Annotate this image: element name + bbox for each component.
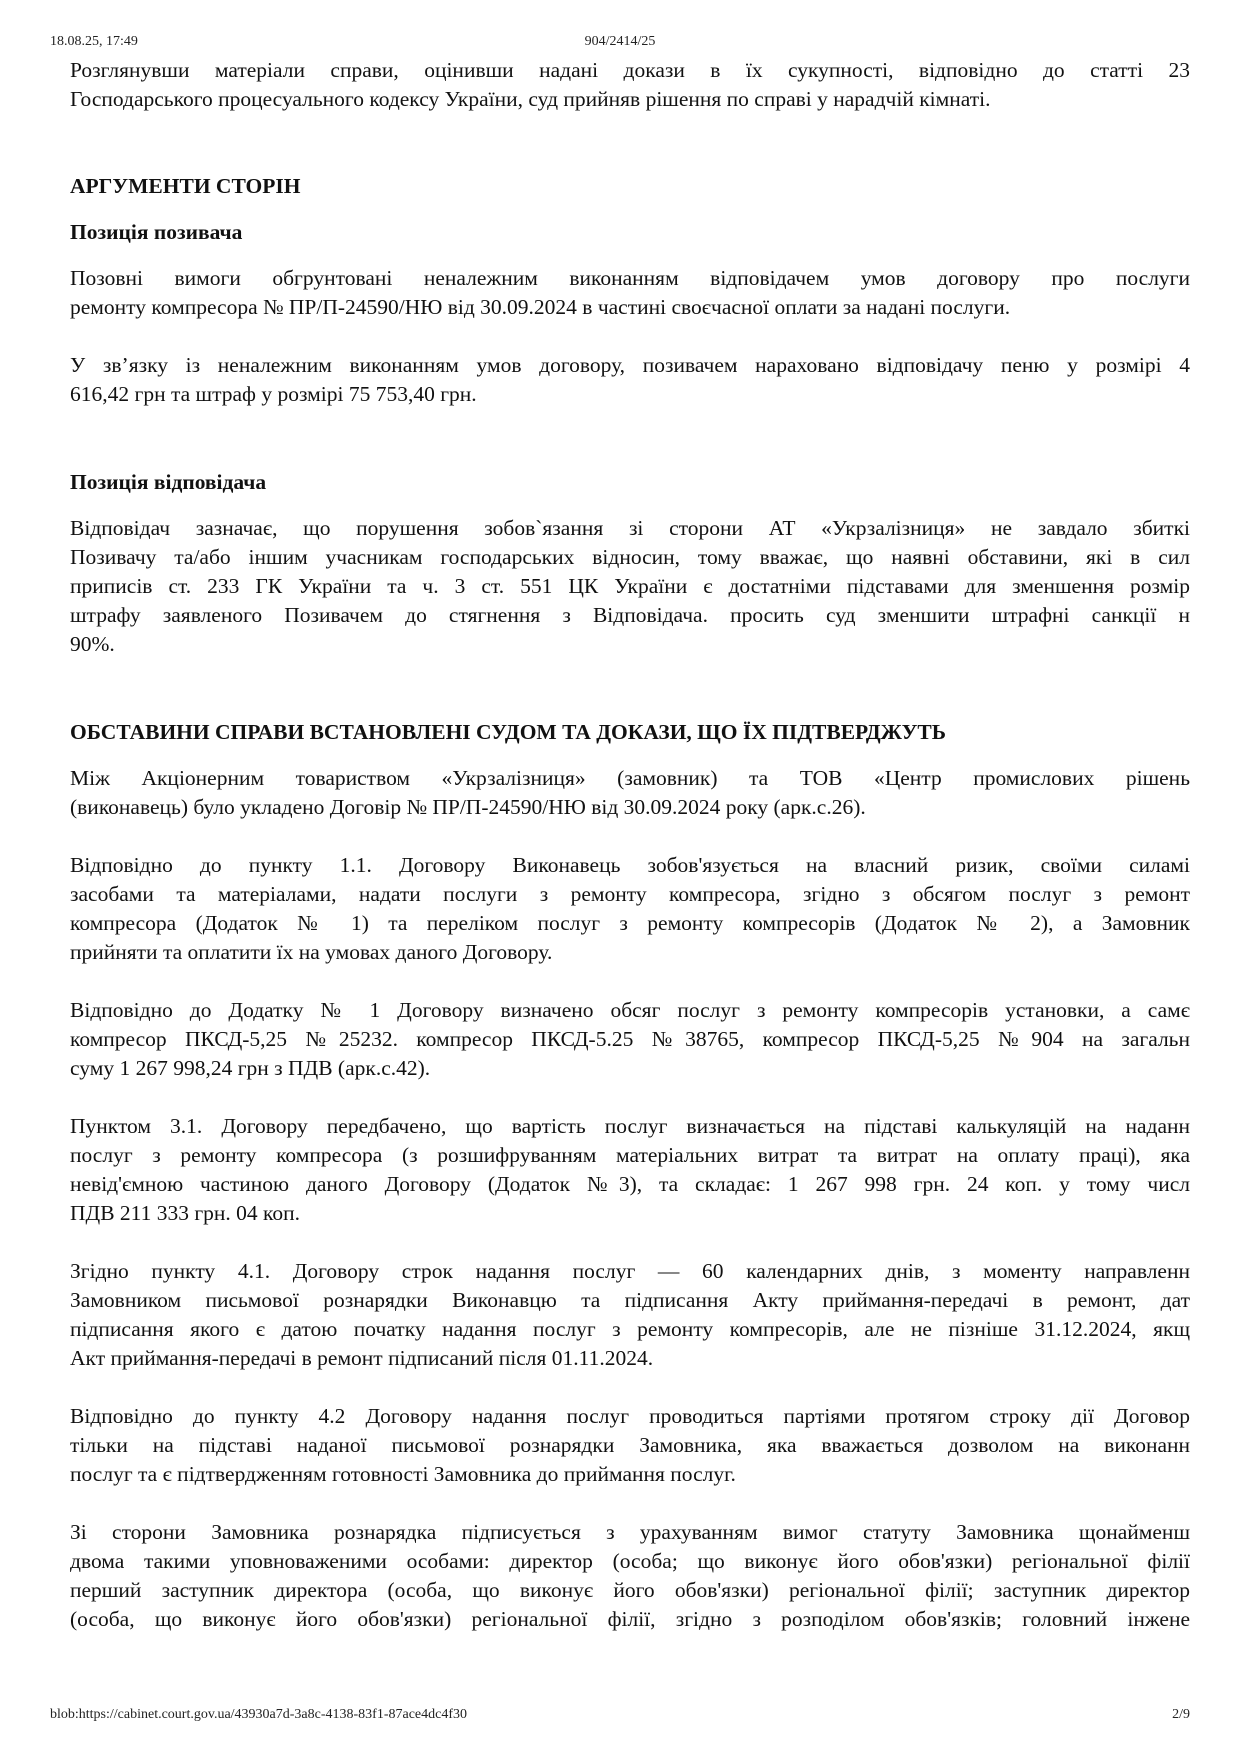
- text-line: 616,42 грн та штраф у розмірі 75 753,40 грн.: [70, 382, 477, 406]
- circumstances-paragraph-5: [70, 1257, 1190, 1373]
- subheading-plaintiff: Позиція позивача: [70, 220, 243, 244]
- circumstances-paragraph-4: [70, 1112, 1190, 1228]
- print-source-url: blob:https://cabinet.court.gov.ua/43930a7d-3a8c-4138-83f1-87ace4dc4f30: [50, 1707, 468, 1722]
- text-line: двома такими уповноваженими особами: директор (особа; що виконує його обов'язки) регіональної філії: [70, 1549, 1190, 1573]
- text-line: тільки на підставі наданої письмової рознарядки Замовника, яка вважається дозволом на виконанн: [70, 1433, 1190, 1457]
- text-line: суму 1 267 998,24 грн з ПДВ (арк.с.42).: [70, 1056, 431, 1080]
- text-line: (виконавець) було укладено Договір № ПР/П-24590/НЮ від 30.09.2024 року (арк.с.26).: [70, 795, 866, 819]
- spacer: [70, 438, 1190, 468]
- text-line: засобами та матеріалами, надати послуги з ремонту компресора, згідно з обсягом послуг з ремонт: [70, 882, 1190, 906]
- text-line: Пунктом 3.1. Договору передбачено, що вартість послуг визначається на підставі калькуляцій на наданн: [70, 1114, 1190, 1138]
- text-line: Акт приймання-передачі в ремонт підписаний після 01.11.2024.: [70, 1346, 654, 1370]
- spacer: [70, 688, 1190, 718]
- text-line: Відповідач зазначає, що порушення зобов`язання зі сторони АТ «Укрзалізниця» не завдало збиткі: [70, 516, 1190, 540]
- text-line: компресор ПКСД-5,25 №25232. компресор ПКСД-5.25 №38765, компресор ПКСД-5,25 №904 на загальн: [70, 1027, 1190, 1051]
- text-line: підписання якого є датою початку надання послуг з ремонту компресорів, але не пізніше 31.12.2024, якщ: [70, 1317, 1190, 1341]
- text-line: послуг та є підтвердженням готовності Замовника до приймання послуг.: [70, 1462, 736, 1486]
- text-line: компресора (Додаток № 1) та переліком послуг з ремонту компресорів (Додаток № 2), а Замовник: [70, 911, 1190, 935]
- text-line: ПДВ 211 333 грн. 04 коп.: [70, 1201, 301, 1225]
- circumstances-paragraph-1: [70, 764, 1190, 822]
- subheading-defendant: Позиція відповідача: [70, 470, 267, 494]
- text-line: штрафу заявленого Позивачем до стягнення з Відповідача. просить суд зменшити штрафні санкції н: [70, 603, 1190, 627]
- print-header: [50, 34, 1190, 52]
- circumstances-paragraph-6: [70, 1402, 1190, 1489]
- circumstances-paragraph-7: [70, 1518, 1190, 1634]
- text-line: Замовником письмової рознарядки Виконавцю та підписання Акту приймання-передачі в ремонт, дат: [70, 1288, 1190, 1312]
- plaintiff-paragraph-2: [70, 351, 1190, 409]
- text-line: (особа, що виконує його обов'язки) регіональної філії, згідно з розподілом обов'язків; головний інжене: [70, 1607, 1190, 1631]
- text-line: Відповідно до Додатку № 1 Договору визначено обсяг послуг з ремонту компресорів установки, а самє: [70, 998, 1190, 1022]
- text-line: Між Акціонерним товариством «Укрзалізниця» (замовник) та ТОВ «Центр промислових рішень: [70, 766, 1190, 790]
- text-line: прийняти та оплатити їх на умовах даного Договору.: [70, 940, 553, 964]
- section-heading-arguments: АРГУМЕНТИ СТОРІН: [70, 174, 301, 198]
- text-line: ремонту компресора № ПР/П-24590/НЮ від 30.09.2024 в частині своєчасної оплати за надані послуги.: [70, 295, 1011, 319]
- print-footer: [50, 1707, 1190, 1725]
- text-line: Позовні вимоги обгрунтовані неналежним виконанням відповідачем умов договору про послуги: [70, 266, 1190, 290]
- text-line: 90%.: [70, 632, 115, 656]
- text-line: перший заступник директора (особа, що виконує його обов'язки) регіональної філії; заступник директор: [70, 1578, 1190, 1602]
- spacer: [70, 143, 1190, 172]
- intro-paragraph: [70, 56, 1190, 114]
- text-line: послуг з ремонту компресора (з розшифруванням матеріальних витрат та витрат на оплату праці), яка: [70, 1143, 1190, 1167]
- text-line: Відповідно до пункту 4.2 Договору надання послуг проводиться партіями протягом строку дії Договор: [70, 1404, 1190, 1428]
- circumstances-paragraph-3: [70, 996, 1190, 1083]
- text-line: Господарського процесуального кодексу України, суд прийняв рішення по справі у нарадчій кімнаті.: [70, 87, 991, 111]
- defendant-paragraph-1: [70, 514, 1190, 659]
- print-datetime: 18.08.25, 17:49: [50, 34, 138, 49]
- text-line: Зі сторони Замовника рознарядка підписується з урахуванням вимог статуту Замовника щонайменш: [70, 1520, 1190, 1544]
- text-line: Позивачу та/або іншим учасникам господарських відносин, тому вважає, що наявні обставини, які в сил: [70, 545, 1190, 569]
- document-body: [70, 56, 1190, 1696]
- text-line: приписів ст. 233 ГК України та ч. 3 ст. 551 ЦК України є достатніми підставами для зменшення розмір: [70, 574, 1190, 598]
- text-line: Відповідно до пункту 1.1. Договору Виконавець зобов'язується на власний ризик, своїми силамі: [70, 853, 1190, 877]
- plaintiff-paragraph-1: [70, 264, 1190, 322]
- text-line: Згідно пункту 4.1. Договору строк надання послуг — 60 календарних днів, з моменту направленн: [70, 1259, 1190, 1283]
- text-line: Розглянувши матеріали справи, оцінивши надані докази в їх сукупності, відповідно до статті 23: [70, 58, 1190, 82]
- print-case-number: 904/2414/25: [584, 34, 656, 49]
- text-line: У зв’язку із неналежним виконанням умов договору, позивачем нараховано відповідачу пеню у розмірі 4: [70, 353, 1190, 377]
- circumstances-paragraph-2: [70, 851, 1190, 967]
- page-number: 2/9: [1172, 1707, 1190, 1722]
- text-line: невід'ємною частиною даного Договору (Додаток №3), та складає: 1 267 998 грн. 24 коп. у тому числ: [70, 1172, 1190, 1196]
- section-heading-circumstances: ОБСТАВИНИ СПРАВИ ВСТАНОВЛЕНІ СУДОМ ТА ДОКАЗИ, ЩО ЇХ ПІДТВЕРДЖУТЬ: [70, 720, 946, 744]
